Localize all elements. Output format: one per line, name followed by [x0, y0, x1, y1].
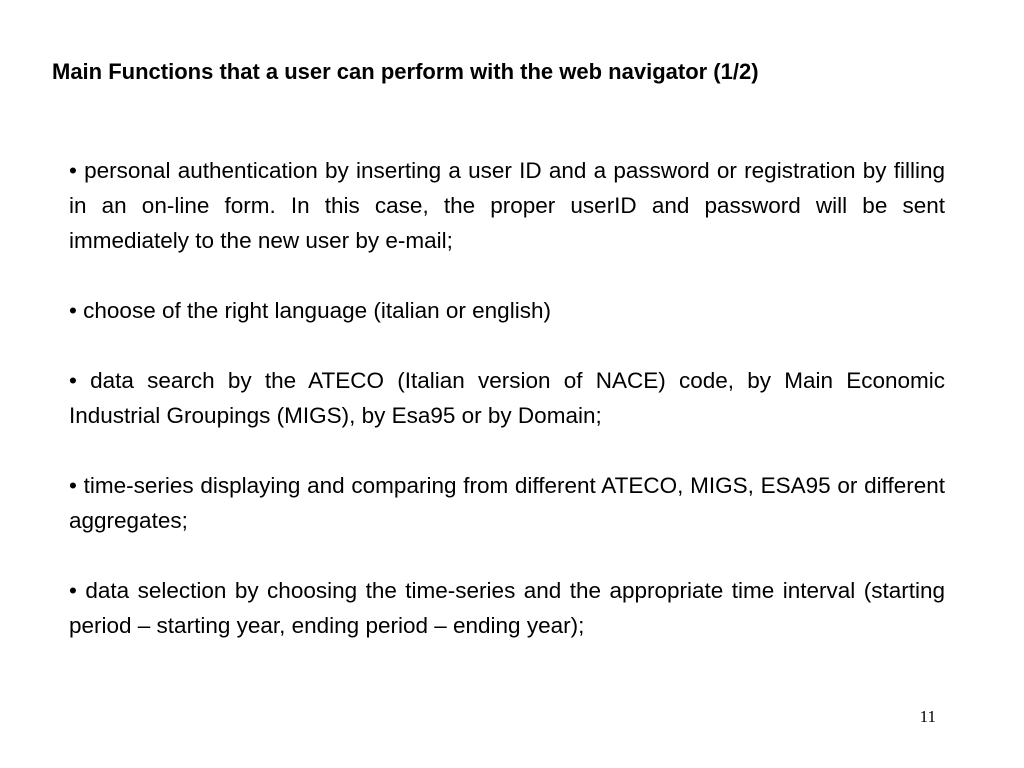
bullet-text: personal authentication by inserting a user ID and a password or registration by filling in an on-line form. In this case, the proper userID and password will be sent immediately to the new user by e-mail;	[69, 158, 945, 253]
bullet-marker: •	[69, 473, 77, 498]
slide-title: Main Functions that a user can perform with the web navigator (1/2)	[52, 59, 759, 84]
bullet-marker: •	[69, 158, 77, 183]
bullet-list	[69, 153, 945, 678]
list-item	[69, 363, 945, 433]
list-item	[69, 573, 945, 643]
bullet-marker: •	[69, 578, 77, 603]
list-item	[69, 153, 945, 258]
list-item	[69, 468, 945, 538]
bullet-text: choose of the right language (italian or english)	[83, 298, 551, 323]
bullet-text: data selection by choosing the time-series and the appropriate time interval (starting period – starting year, ending period – ending year);	[69, 578, 945, 638]
bullet-marker: •	[69, 298, 77, 323]
bullet-text: data search by the ATECO (Italian version of NACE) code, by Main Economic Industrial Groupings (MIGS), by Esa95 or by Domain;	[69, 368, 945, 428]
page-number: 11	[919, 707, 936, 726]
list-item	[69, 293, 945, 328]
bullet-marker: •	[69, 368, 77, 393]
bullet-text: time-series displaying and comparing from different ATECO, MIGS, ESA95 or different aggregates;	[69, 473, 945, 533]
